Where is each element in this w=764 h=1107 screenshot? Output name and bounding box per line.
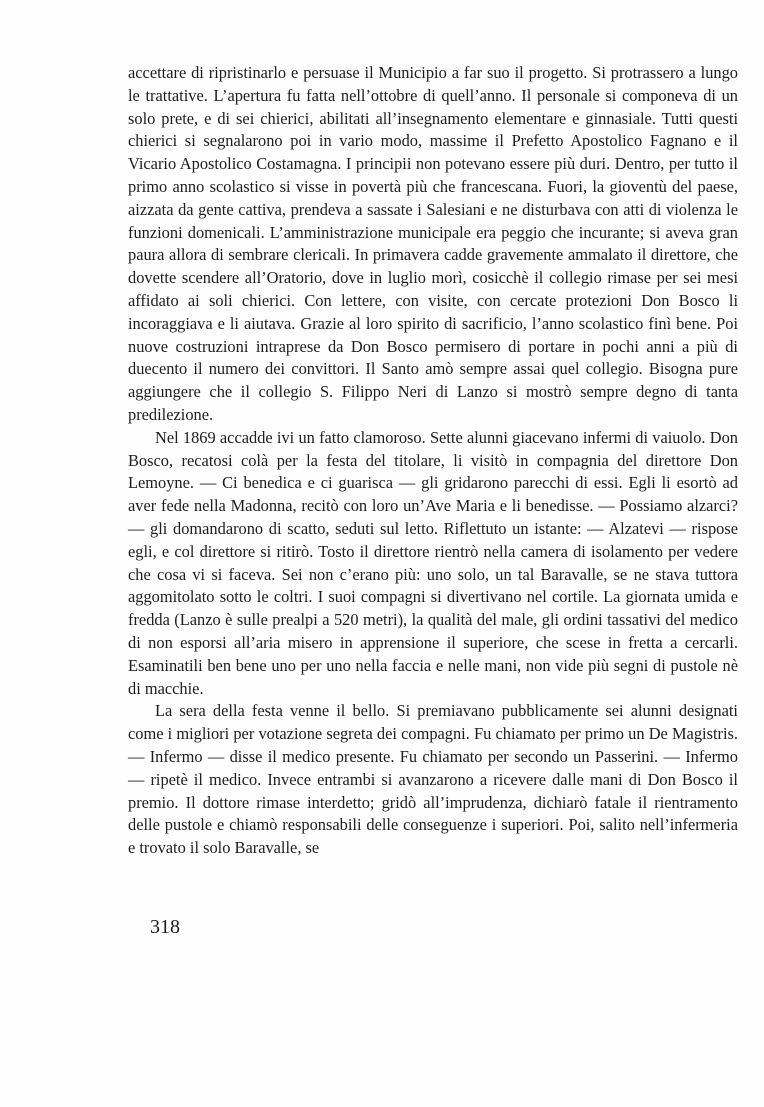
paragraph: La sera della festa venne il bello. Si premiavano pubblicamente sei alunni designati come i migliori per votazione segreta dei compagni. Fu chiamato per primo un De Magistris. — Infermo — disse il medico presente. Fu chiamato per secondo un Passerini. — Infermo — ripetè il medico. Invece entrambi si avanzarono a ricevere dalle mani di Don Bosco il premio. Il dottore rimase interdetto; gridò all’imprudenza, dichiarò fatale il rientramento delle pustole e chiamò responsabili delle conseguenze i superiori. Poi, salito nell’infermeria e trovato il solo Baravalle, se: [128, 701, 738, 858]
page-number: 318: [150, 916, 180, 938]
page-text-block: [128, 62, 738, 860]
paragraph-continuation: accettare di ripristinarlo e persuase il Municipio a far suo il progetto. Si protrassero a lungo le trattative. L’apertura fu fatta nell’ottobre di quell’anno. Il personale si componeva di un solo prete, e di sei chierici, abilitati all’insegnamento elementare e ginnasiale. Tutti questi chierici si segnalarono poi in vario modo, massime il Prefetto Apostolico Fagnano e il Vicario Apostolico Costamagna. I principii non potevano essere più duri. Dentro, per tutto il primo anno scolastico si visse in povertà più che francescana. Fuori, la gioventù del paese, aizzata da gente cattiva, prendeva a sassate i Salesiani e ne disturbava con atti di violenza le funzioni domenicali. L’amministrazione municipale era peggio che incurante; si aveva gran paura allora di sembrare clericali. In primavera cadde gravemente ammalato il direttore, che dovette scendere all’Oratorio, dove in luglio morì, cosicchè il collegio rimase per sei mesi affidato ai soli chierici. Con lettere, con visite, con cercate protezioni Don Bosco li incoraggiava e li aiutava. Grazie al loro spirito di sacrificio, l’anno scolastico finì bene. Poi nuove costruzioni intraprese da Don Bosco permisero di portare in pochi anni a più di duecento il numero dei convittori. Il Santo amò sempre assai quel collegio. Bisogna pure aggiungere che il collegio S. Filippo Neri di Lanzo si mostrò sempre degno di tanta predilezione.: [128, 63, 738, 424]
paragraph: Nel 1869 accadde ivi un fatto clamoroso. Sette alunni giacevano infermi di vaiuolo. Don Bosco, recatosi colà per la festa del titolare, li visitò in compagnia del direttore Don Lemoyne. — Ci benedica e ci guarisca — gli gridarono parecchi di essi. Egli li esortò ad aver fede nella Madonna, recitò con loro un’Ave Maria e li benedisse. — Possiamo alzarci? — gli domandarono di scatto, seduti sul letto. Riflettuto un istante: — Alzatevi — rispose egli, e col direttore si ritirò. Tosto il direttore rientrò nella camera di isolamento per vedere che cosa vi si faceva. Sei non c’erano più: uno solo, un tal Baravalle, se ne stava tuttora aggomitolato sotto le coltri. I suoi compagni si divertivano nel cortile. La giornata umida e fredda (Lanzo è sulle prealpi a 520 metri), la qualità del male, gli ordini tassativi del medico di non esporsi all’aria misero in apprensione il superiore, che scese in fretta a cercarli. Esaminatili ben bene uno per uno nella faccia e nelle mani, non vide più segni di pustole nè di macchie.: [128, 427, 738, 698]
